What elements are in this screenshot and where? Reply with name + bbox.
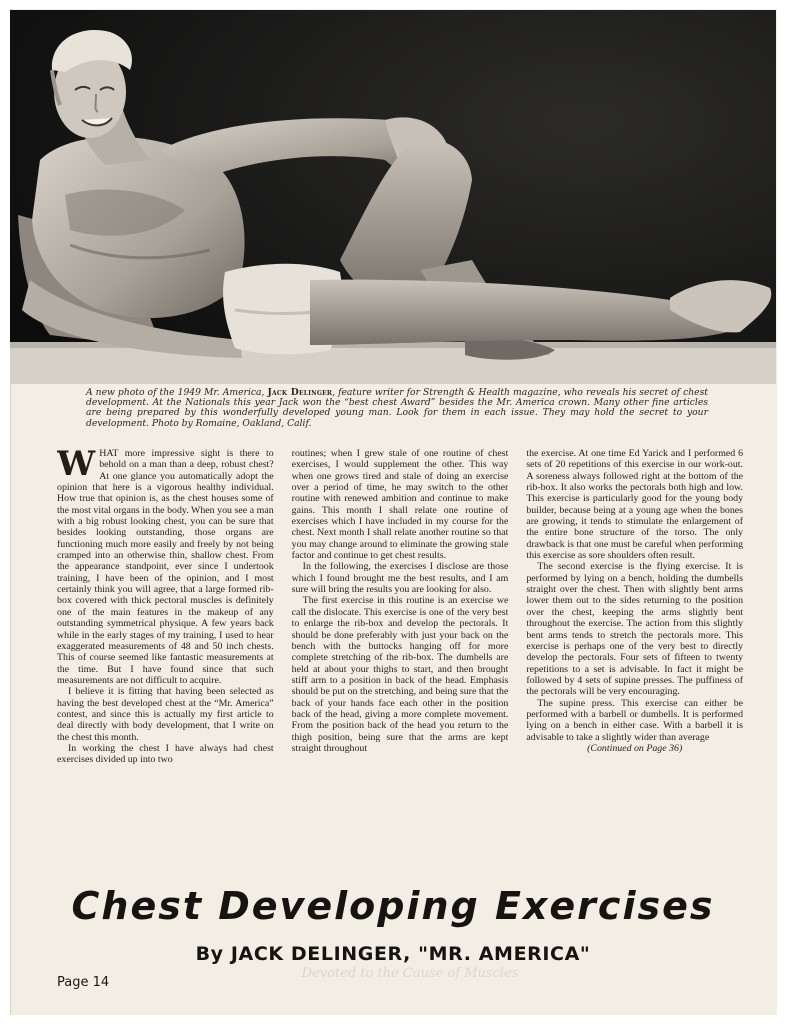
article-byline: By JACK DELINGER, "MR. AMERICA" (195, 943, 591, 965)
article-column-3 (526, 448, 743, 880)
caption-name: Jack Delinger (267, 387, 333, 398)
photo-illustration (10, 10, 776, 384)
paragraph (57, 448, 274, 686)
paragraph: routines; when I grew stale of one routine of chest exercises, I would supplement the other. This way when one grows tired and stale of doing an exercise over a period of time, he may switch to the other routine with renewed ambition and continue to make gains. This month I shall relate one routine of exercises which I have included in my course for the chest. Next month I shall relate another routine so that you may change around to eliminate the growing stale factor and continue to get chest results. (291, 448, 509, 562)
article-column-2 (292, 448, 509, 880)
caption-intro: A new photo of the 1949 Mr. America, (86, 387, 268, 398)
paragraph-text: HAT more impressive sight is there to behold on a man than a deep, robust chest? At one glance you automatically adopt the opinion that here is a vigorous healthy individual. How true that opinion is, as the chest houses some of the most vital organs in the body. When you see a man with a big robust looking chest, you can be sure that besides looking outstanding, those organs are functioning much more easily and freely by not being cramped into an otherwise thin, shallow chest. From the appearance standpoint, ever since I undertook training, I have been of the opinion, and I most certainly think you will agree, that a large formed rib-box covered with thick pectoral muscles is definitely one of the main features in the makeup of any outstanding symmetrical physique. A few years back while in the early stages of my training, I used to hear exaggerated measurements of 48 and 50 inch chests. This of course seemed like fantastic measurements at the time. But I have found since that such measurements are not difficult to acquire. (57, 448, 274, 686)
paragraph: The supine press. This exercise can either be performed with a barbell or dumbells. It is performed lying on a bench in either case. With a barbell it is advisable to take a slightly wider than average (526, 697, 744, 743)
paragraph: I believe it is fitting that having been selected as having the best developed chest at the “Mr. America” contest, and since this is actually my first article to deal directly with body development, that I write on the chest this month. (57, 686, 274, 743)
show-through-text: Devoted to the Cause of Muscles (301, 966, 519, 981)
paragraph: The first exercise in this routine is an exercise we call the dislocate. This exercise is one of the very best to enlarge the rib-box and develop the pectorals. It should be done preferably with just your back on the bench with the buttocks hanging off for more complete stretching of the rib-box. The dumbells are held at about your thighs to start, and then brought stiff arm to a position in back of the head. Emphasis should be put on the stretching, and being sure that the back of your hands face each other in the position back of the head, giving a more complete movement. From the position back of the head you return to the thigh position, being sure that the arms are kept straight throughout (291, 595, 509, 754)
paragraph: The second exercise is the flying exercise. It is performed by lying on a bench, holding the dumbells straight over the chest. Then with slightly bent arms lower them out to the sides returning to the position over the chest, keeping the arms slightly bent throughout the exercise. The action from this slightly bent arms tends to stretch the pectorals more. This exercise is perhaps one of the very best to directly develop the pectorals. Four sets of fifteen to twenty repetitions to a set is advisable. In fact it might be followed by 4 sets of supine presses. The puffiness of the pectorals will be very encouraging. (526, 561, 744, 698)
continued-note: (Continued on Page 36) (587, 742, 683, 754)
bodybuilder-photo (10, 10, 776, 384)
article-columns (57, 448, 743, 880)
caption-body: , feature writer for Strength & Health magazine, who reveals his secret of chest development. At the Nationals this year Jack won the “best chest Award” besides the Mr. America crown. Many other fine articles are being prepared by this wonderfully developed young man. Look for them in each issue. They may hold the secret to your development. Photo by Romaine, Oakland, Calif. (86, 387, 708, 429)
page-number: Page 14 (57, 975, 110, 990)
paragraph: In working the chest I have always had chest exercises divided up into two (57, 742, 274, 766)
paragraph: In the following, the exercises I disclose are those which I found brought me the best results, and I am sure will bring the results you are looking for also. (291, 561, 509, 596)
photo-caption (86, 388, 708, 429)
article-column-1 (57, 448, 274, 880)
article-title: Chest Developing Exercises (71, 884, 715, 928)
paragraph: the exercise. At one time Ed Yarick and I performed 6 sets of 20 repetitions of this exercise in our work-out. A soreness always followed right at the bottom of the rib-box. It also works the pectorals both high and low. This exercise is particularly good for the young body builder, because being at a young age when the bones are growing, it tends to stimulate the enlargement of the entire bone structure of the torso. The only drawback is that one must be careful when performing this exercise as sore shoulders often result. (526, 448, 744, 562)
drop-cap: W (57, 448, 96, 484)
